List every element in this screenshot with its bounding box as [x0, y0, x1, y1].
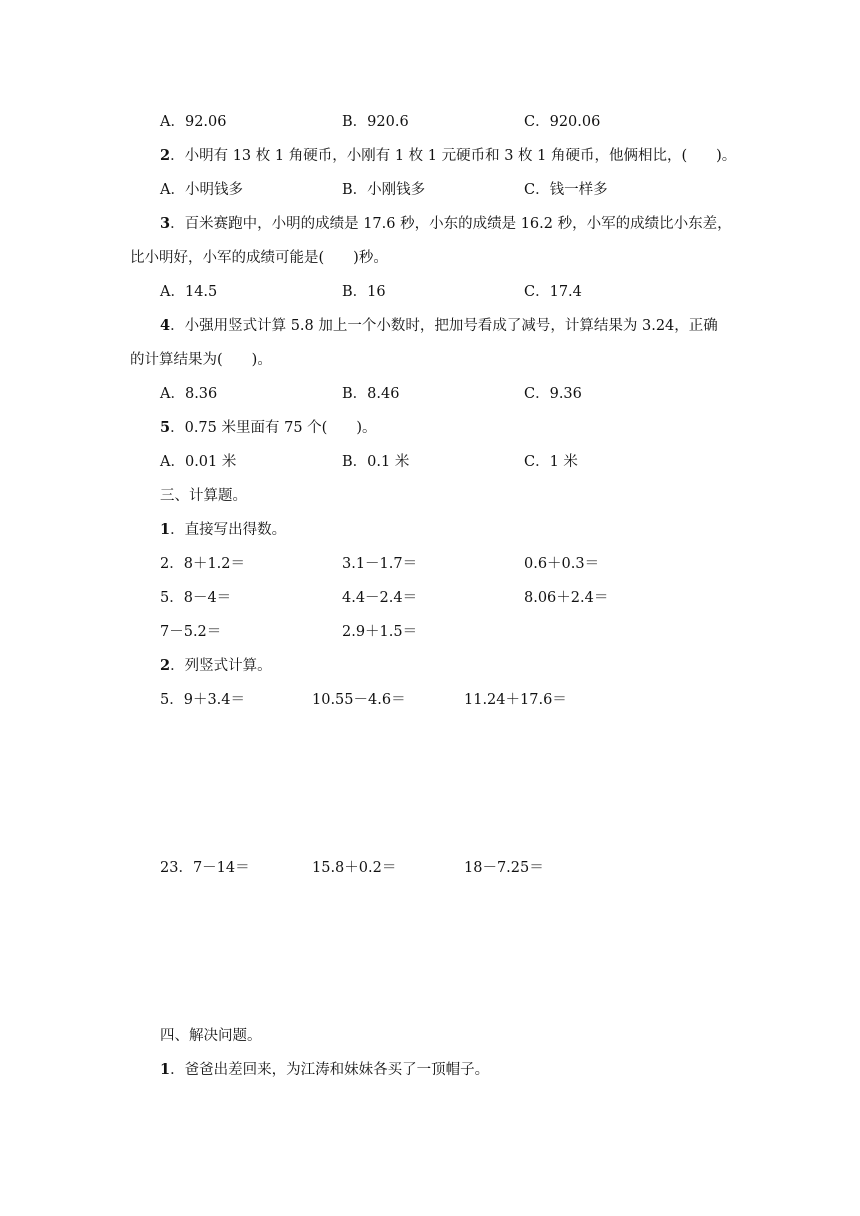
q1-option-a: A．92.06 [160, 114, 227, 130]
section-4-question-1 [160, 1060, 489, 1080]
question-5 [160, 418, 376, 438]
vertical-calc-item: 11.24＋17.6＝ [464, 692, 567, 708]
question-text: ．小明有 13 枚 1 角硬币，小刚有 1 枚 1 元硬币和 3 枚 1 角硬币，他俩相比，( )。 [170, 148, 737, 164]
q5-option-a: A．0.01 米 [160, 454, 237, 470]
section-4-heading: 四、解决问题。 [160, 1028, 262, 1044]
section-3-question-2 [160, 656, 272, 676]
question-text: ．0.75 米里面有 75 个( )。 [170, 420, 377, 436]
direct-calc-item: 0.6＋0.3＝ [524, 556, 600, 572]
q3-option-b: B．16 [342, 284, 386, 300]
direct-calc-item: 3.1－1.7＝ [342, 556, 418, 572]
question-text: ．爸爸出差回来，为江涛和妹妹各买了一顶帽子。 [170, 1062, 490, 1078]
q4-option-b: B．8.46 [342, 386, 400, 402]
question-number: 2 [160, 657, 171, 674]
question-text: ．列竖式计算。 [170, 658, 272, 674]
vertical-calc-item: 15.8＋0.2＝ [312, 860, 397, 876]
question-text: ．小强用竖式计算 5.8 加上一个小数时，把加号看成了减号，计算结果为 3.24，正确 [170, 318, 718, 334]
direct-calc-item: 7－5.2＝ [160, 624, 222, 640]
direct-calc-item: 8.06＋2.4＝ [524, 590, 609, 606]
question-text: ．百米赛跑中，小明的成绩是 17.6 秒，小东的成绩是 16.2 秒，小军的成绩比小东差， [170, 216, 732, 232]
q2-option-c: C．钱一样多 [524, 182, 608, 198]
direct-calc-item: 2．8＋1.2＝ [160, 556, 246, 572]
question-number: 5 [160, 419, 171, 436]
question-3-continued: 比小明好，小军的成绩可能是( )秒。 [130, 250, 388, 266]
question-2 [160, 146, 736, 166]
q5-option-b: B．0.1 米 [342, 454, 410, 470]
vertical-calc-item: 10.55－4.6＝ [312, 692, 406, 708]
vertical-calc-item: 18－7.25＝ [464, 860, 544, 876]
q3-option-c: C．17.4 [524, 284, 582, 300]
direct-calc-item: 2.9＋1.5＝ [342, 624, 418, 640]
question-4-continued: 的计算结果为( )。 [130, 352, 272, 368]
direct-calc-item: 5．8－4＝ [160, 590, 232, 606]
question-number: 4 [160, 317, 171, 334]
question-number: 1 [160, 1061, 171, 1078]
section-3-question-1 [160, 520, 286, 540]
q4-option-a: A．8.36 [160, 386, 218, 402]
question-4 [160, 316, 718, 336]
section-3-heading: 三、计算题。 [160, 488, 247, 504]
question-number: 1 [160, 521, 171, 538]
question-number: 2 [160, 147, 171, 164]
vertical-calc-item: 23．7－14＝ [160, 860, 250, 876]
question-3 [160, 214, 732, 234]
question-number: 3 [160, 215, 171, 232]
q1-option-c: C．920.06 [524, 114, 601, 130]
q3-option-a: A．14.5 [160, 284, 218, 300]
q2-option-b: B．小刚钱多 [342, 182, 426, 198]
q4-option-c: C．9.36 [524, 386, 582, 402]
q5-option-c: C．1 米 [524, 454, 578, 470]
question-text: ．直接写出得数。 [170, 522, 287, 538]
vertical-calc-item: 5．9＋3.4＝ [160, 692, 246, 708]
direct-calc-item: 4.4－2.4＝ [342, 590, 418, 606]
q2-option-a: A．小明钱多 [160, 182, 243, 198]
q1-option-b: B．920.6 [342, 114, 409, 130]
